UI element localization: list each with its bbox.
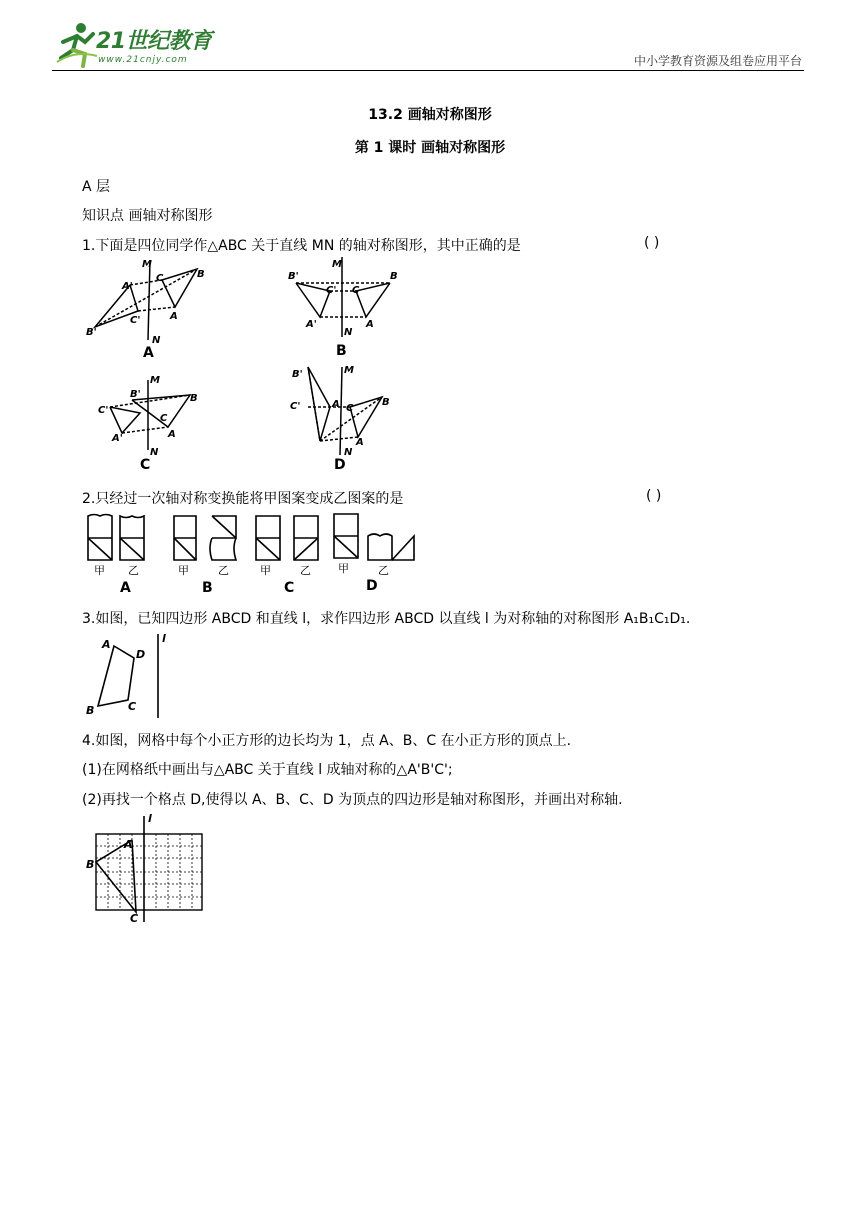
svg-text:B: B xyxy=(202,580,213,596)
question-4-part-1: (1)在网格纸中画出与△ABC 关于直线 l 成轴对称的△A'B'C'; xyxy=(82,762,453,778)
svg-text:A': A' xyxy=(332,399,343,410)
option-b-label: B xyxy=(336,343,347,359)
answer-blank-2: ( ) xyxy=(646,488,662,504)
svg-text:A: A xyxy=(120,580,131,596)
svg-text:A: A xyxy=(366,319,374,330)
svg-text:N: N xyxy=(150,447,159,458)
svg-text:乙: 乙 xyxy=(128,564,139,577)
svg-text:C': C' xyxy=(326,285,337,296)
lesson-subtitle: 第 1 课时 画轴对称图形 xyxy=(354,140,506,156)
svg-text:C: C xyxy=(128,700,137,713)
svg-text:C: C xyxy=(352,285,360,296)
svg-text:A: A xyxy=(356,437,364,448)
svg-text:C: C xyxy=(346,403,354,414)
svg-text:B': B' xyxy=(292,369,303,380)
figure-q3 xyxy=(84,628,194,720)
question-1: 1.下面是四位同学作△ABC 关于直线 MN 的轴对称图形，其中正确的是 xyxy=(82,238,521,254)
svg-text:D: D xyxy=(366,578,378,594)
svg-text:A: A xyxy=(170,311,178,322)
svg-text:C: C xyxy=(130,912,139,925)
platform-name: 中小学教育资源及组卷应用平台 xyxy=(633,54,802,68)
knowledge-point: 知识点 画轴对称图形 xyxy=(82,208,213,224)
question-3: 3.如图，已知四边形 ABCD 和直线 l，求作四边形 ABCD 以直线 l 为对称轴的对称图形 A₁B₁C₁D₁. xyxy=(82,611,691,627)
svg-text:M: M xyxy=(332,259,342,270)
svg-text:M: M xyxy=(150,375,160,386)
svg-text:A: A xyxy=(124,838,133,851)
figure-q4-grid xyxy=(84,810,214,925)
option-d-label: D xyxy=(334,457,346,473)
svg-text:乙: 乙 xyxy=(218,564,229,577)
svg-text:甲: 甲 xyxy=(178,564,189,577)
figure-q2 xyxy=(84,510,424,598)
svg-text:A': A' xyxy=(112,433,123,444)
svg-text:B': B' xyxy=(86,327,97,338)
svg-text:A: A xyxy=(102,638,111,651)
figure-q1 xyxy=(80,255,420,475)
svg-text:乙: 乙 xyxy=(378,564,389,577)
svg-text:B: B xyxy=(197,269,205,280)
svg-text:甲: 甲 xyxy=(94,564,105,577)
question-2: 2.只经过一次轴对称变换能将甲图案变成乙图案的是 xyxy=(82,491,404,507)
logo-url: www.21cnjy.com xyxy=(98,55,188,65)
svg-text:C: C xyxy=(156,273,164,284)
svg-text:M: M xyxy=(344,365,354,376)
svg-text:B: B xyxy=(382,397,390,408)
svg-text:乙: 乙 xyxy=(300,564,311,577)
svg-text:B': B' xyxy=(288,271,299,282)
svg-text:B: B xyxy=(86,858,95,871)
svg-text:C: C xyxy=(160,413,168,424)
svg-text:M: M xyxy=(142,259,152,270)
svg-text:甲: 甲 xyxy=(338,562,349,575)
page-title: 13.2 画轴对称图形 xyxy=(368,107,492,123)
svg-text:N: N xyxy=(344,327,353,338)
svg-text:C: C xyxy=(284,580,295,596)
svg-text:B: B xyxy=(86,704,95,717)
svg-text:C': C' xyxy=(290,401,301,412)
svg-text:B: B xyxy=(190,393,198,404)
answer-blank-1: ( ) xyxy=(644,235,660,251)
logo-text: 21世纪教育 xyxy=(96,29,212,54)
svg-text:N: N xyxy=(344,447,353,458)
svg-text:C': C' xyxy=(130,315,141,326)
svg-text:l: l xyxy=(162,632,166,645)
svg-text:A: A xyxy=(168,429,176,440)
svg-text:甲: 甲 xyxy=(260,564,271,577)
svg-text:D: D xyxy=(136,648,146,661)
header-divider xyxy=(52,70,804,71)
svg-text:B': B' xyxy=(130,389,141,400)
level-label: A 层 xyxy=(82,179,111,195)
svg-text:C': C' xyxy=(98,405,109,416)
svg-text:A': A' xyxy=(122,281,133,292)
svg-text:B: B xyxy=(390,271,398,282)
question-4: 4.如图，网格中每个小正方形的边长均为 1，点 A、B、C 在小正方形的顶点上. xyxy=(82,733,572,749)
question-4-part-2: (2)再找一个格点 D,使得以 A、B、C、D 为顶点的四边形是轴对称图形，并画出对称轴. xyxy=(82,792,623,808)
option-a-label: A xyxy=(143,345,154,361)
runner-logo-icon xyxy=(55,20,100,68)
svg-text:l: l xyxy=(148,812,152,825)
option-c-label: C xyxy=(140,457,151,473)
svg-text:A': A' xyxy=(306,319,317,330)
svg-text:N: N xyxy=(152,335,161,346)
